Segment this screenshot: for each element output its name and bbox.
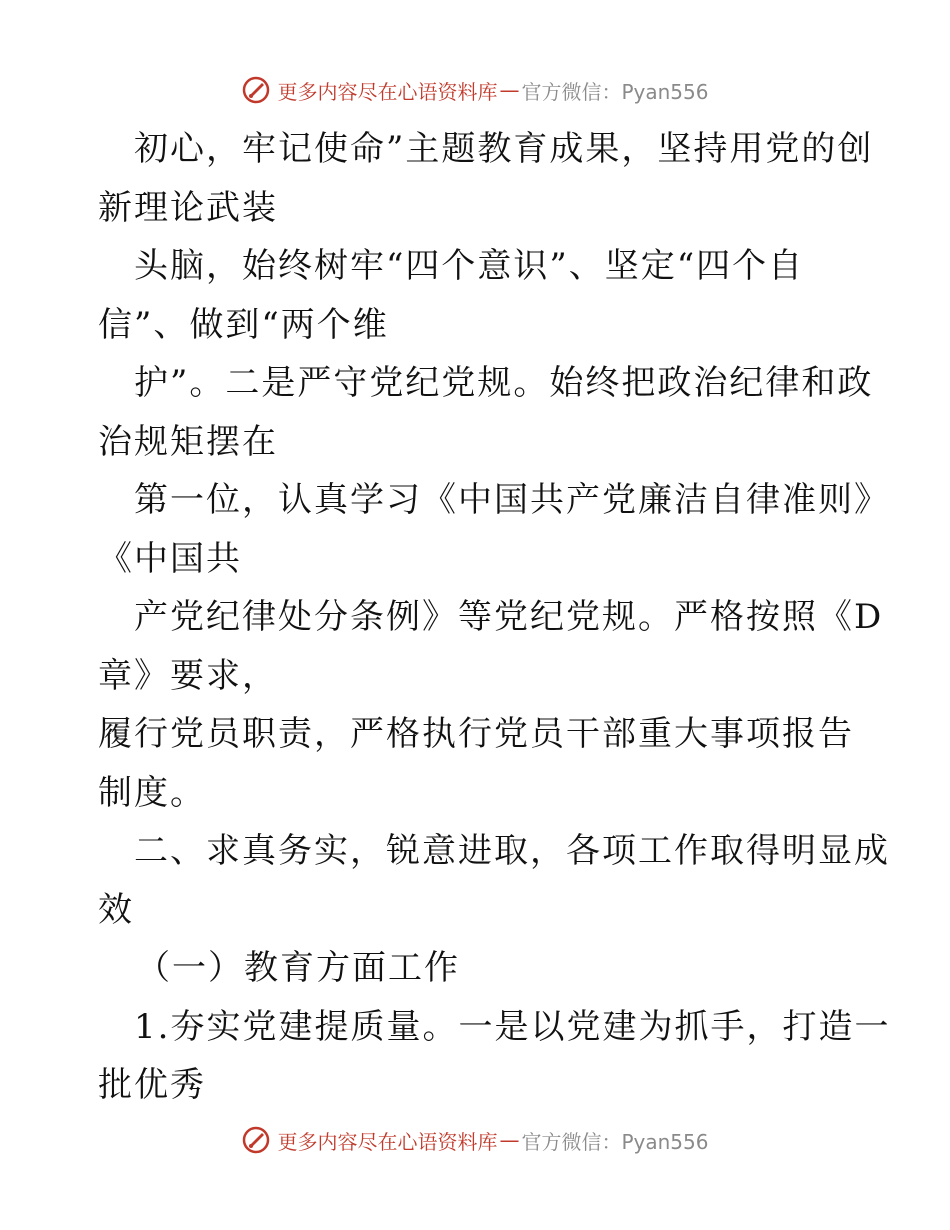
logo-icon bbox=[241, 1125, 271, 1155]
text-line: 章》要求， bbox=[98, 655, 278, 696]
section-heading: 二、求真务实，锐意进取，各项工作取得明显成 bbox=[134, 831, 890, 871]
subsection-heading: （一）教育方面工作 bbox=[136, 948, 460, 988]
text-line: 治规矩摆在 bbox=[98, 421, 278, 462]
text-line: 履行党员职责，严格执行党员干部重大事项报告 bbox=[98, 714, 854, 754]
text-line: 第一位，认真学习《中国共产党廉洁自律准则》 bbox=[134, 480, 890, 520]
text-line: 1.夯实党建提质量。一是以党建为抓手，打造一 bbox=[134, 1006, 891, 1047]
text-line: 制度。 bbox=[98, 772, 206, 813]
text-line: 《中国共 bbox=[98, 538, 242, 579]
logo-icon bbox=[241, 75, 271, 105]
watermark-dash: — bbox=[499, 78, 520, 102]
document-body bbox=[98, 120, 891, 1115]
footer-watermark bbox=[0, 1120, 950, 1160]
text-line: 效 bbox=[98, 889, 134, 930]
watermark-red-text: 更多内容尽在心语资料库 bbox=[277, 79, 498, 104]
watermark-red-text: 更多内容尽在心语资料库 bbox=[277, 1129, 498, 1154]
watermark-dash: — bbox=[499, 1128, 520, 1152]
text-line: 初心，牢记使命”主题教育成果，坚持用党的创 bbox=[134, 129, 874, 169]
text-line: 护”。二是严守党纪党规。始终把政治纪律和政 bbox=[134, 363, 874, 403]
text-line: 信”、做到“两个维 bbox=[98, 304, 389, 345]
text-line: 产党纪律处分条例》等党纪党规。严格按照《D bbox=[134, 597, 884, 637]
text-line: 批优秀 bbox=[98, 1065, 206, 1105]
watermark-gray-text: 官方微信：Pyan556 bbox=[521, 79, 709, 104]
text-line: 头脑，始终树牢“四个意识”、坚定“四个自 bbox=[134, 246, 805, 286]
watermark-gray-text: 官方微信：Pyan556 bbox=[521, 1129, 709, 1154]
text-line: 新理论武装 bbox=[98, 187, 278, 228]
header-watermark bbox=[0, 70, 950, 110]
